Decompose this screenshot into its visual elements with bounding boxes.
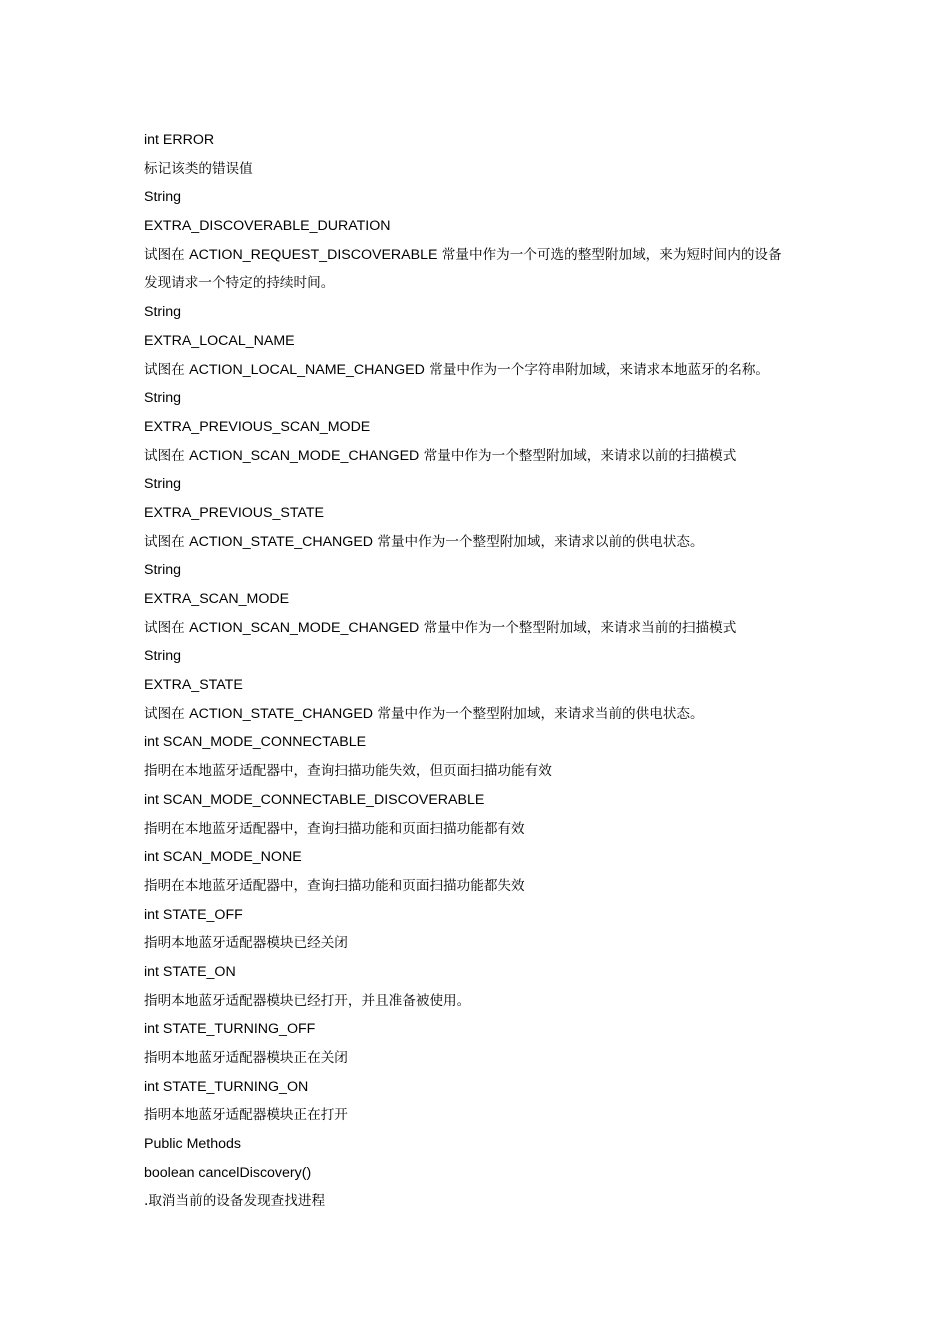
description-line: 标记该类的错误值: [144, 160, 253, 177]
description-line: .取消当前的设备发现查找进程: [144, 1193, 326, 1210]
api-entry-line: int SCAN_MODE_CONNECTABLE: [144, 734, 367, 751]
description-line: 指明在本地蓝牙适配器中，查询扫描功能和页面扫描功能都失效: [144, 877, 525, 894]
api-entry-line: String: [144, 189, 182, 206]
api-entry-line: int STATE_ON: [144, 963, 236, 980]
api-entry-line: Public Methods: [144, 1136, 241, 1153]
api-entry-line: int SCAN_MODE_NONE: [144, 849, 302, 866]
api-entry-line: EXTRA_SCAN_MODE: [144, 591, 290, 607]
api-entry-line: int SCAN_MODE_CONNECTABLE_DISCOVERABLE: [144, 791, 485, 808]
description-line: 试图在 ACTION_STATE_CHANGED 常量中作为一个整型附加域，来请求当前的供电状态。: [144, 705, 704, 722]
api-entry-line: EXTRA_PREVIOUS_SCAN_MODE: [144, 418, 371, 435]
description-line: 试图在 ACTION_LOCAL_NAME_CHANGED 常量中作为一个字符串附加域，来请求本地蓝牙的名称。: [144, 361, 770, 378]
document-body: [144, 126, 824, 1216]
api-entry-line: String: [144, 562, 182, 579]
description-line: 试图在 ACTION_REQUEST_DISCOVERABLE 常量中作为一个可选的整型附加域，来为短时间内的设备: [144, 246, 782, 263]
api-entry-line: String: [144, 390, 182, 407]
description-line: 指明本地蓝牙适配器模块已经打开，并且准备被使用。: [144, 992, 471, 1009]
api-entry-line: int STATE_TURNING_OFF: [144, 1021, 316, 1038]
api-entry-line: String: [144, 648, 182, 665]
description-line: 试图在 ACTION_STATE_CHANGED 常量中作为一个整型附加域，来请求以前的供电状态。: [144, 533, 704, 550]
description-line: 指明本地蓝牙适配器模块正在关闭: [144, 1050, 348, 1066]
description-line: 指明本地蓝牙适配器模块已经关闭: [144, 935, 348, 952]
api-entry-line: EXTRA_DISCOVERABLE_DURATION: [144, 218, 391, 235]
api-entry-line: EXTRA_LOCAL_NAME: [144, 332, 295, 349]
description-line: 发现请求一个特定的持续时间。: [144, 275, 335, 292]
api-entry-line: EXTRA_PREVIOUS_STATE: [144, 504, 325, 521]
description-line: 指明在本地蓝牙适配器中，查询扫描功能和页面扫描功能都有效: [144, 820, 525, 837]
api-entry-line: boolean cancelDiscovery(): [144, 1164, 312, 1181]
api-entry-line: EXTRA_STATE: [144, 677, 243, 694]
api-entry-line: int STATE_OFF: [144, 906, 243, 923]
api-entry-line: String: [144, 476, 182, 493]
api-entry-line: String: [144, 304, 182, 321]
api-entry-line: int STATE_TURNING_ON: [144, 1078, 309, 1095]
description-line: 指明本地蓝牙适配器模块正在打开: [144, 1107, 348, 1124]
api-entry-line: int ERROR: [144, 132, 215, 148]
description-line: 指明在本地蓝牙适配器中，查询扫描功能失效，但页面扫描功能有效: [144, 763, 552, 780]
description-line: 试图在 ACTION_SCAN_MODE_CHANGED 常量中作为一个整型附加域，来请求以前的扫描模式: [144, 447, 737, 464]
description-line: 试图在 ACTION_SCAN_MODE_CHANGED 常量中作为一个整型附加域，来请求当前的扫描模式: [144, 619, 737, 636]
